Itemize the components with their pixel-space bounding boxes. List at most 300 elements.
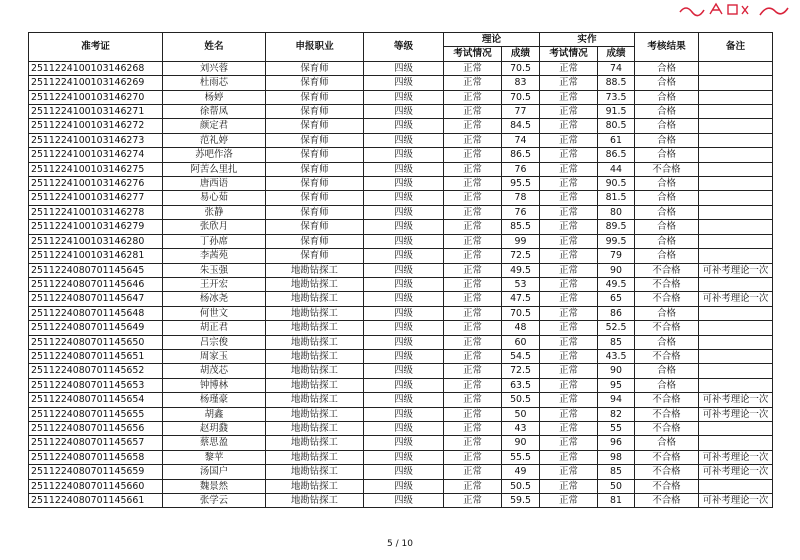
job-cell: 地勘钻探工 <box>266 421 364 435</box>
result-cell: 不合格 <box>635 292 699 306</box>
theory-status-cell: 正常 <box>444 205 502 219</box>
remark-cell <box>699 277 773 291</box>
result-cell: 合格 <box>635 191 699 205</box>
practice-score-cell: 86.5 <box>598 148 635 162</box>
result-cell: 合格 <box>635 205 699 219</box>
table-row <box>29 465 773 479</box>
result-cell: 合格 <box>635 76 699 90</box>
job-cell: 保育师 <box>266 191 364 205</box>
job-cell: 保育师 <box>266 162 364 176</box>
level-cell: 四级 <box>364 292 444 306</box>
table-row <box>29 119 773 133</box>
remark-cell <box>699 191 773 205</box>
job-cell: 地勘钻探工 <box>266 450 364 464</box>
result-cell: 合格 <box>635 335 699 349</box>
result-cell: 合格 <box>635 378 699 392</box>
level-cell: 四级 <box>364 76 444 90</box>
level-cell: 四级 <box>364 479 444 493</box>
level-cell: 四级 <box>364 407 444 421</box>
header-ticket: 准考证 <box>29 33 163 62</box>
remark-cell: 可补考理论一次 <box>699 494 773 508</box>
ticket-cell: 2511224080701145647 <box>29 292 163 306</box>
practice-status-cell: 正常 <box>540 263 598 277</box>
job-cell: 地勘钻探工 <box>266 479 364 493</box>
level-cell: 四级 <box>364 90 444 104</box>
level-cell: 四级 <box>364 191 444 205</box>
result-cell: 合格 <box>635 220 699 234</box>
theory-status-cell: 正常 <box>444 234 502 248</box>
remark-cell <box>699 479 773 493</box>
ticket-cell: 2511224100103146275 <box>29 162 163 176</box>
result-cell: 合格 <box>635 364 699 378</box>
practice-status-cell: 正常 <box>540 349 598 363</box>
remark-cell <box>699 335 773 349</box>
table-row <box>29 479 773 493</box>
practice-score-cell: 80.5 <box>598 119 635 133</box>
ticket-cell: 2511224100103146270 <box>29 90 163 104</box>
practice-status-cell: 正常 <box>540 119 598 133</box>
theory-score-cell: 50.5 <box>502 393 540 407</box>
practice-status-cell: 正常 <box>540 133 598 147</box>
job-cell: 保育师 <box>266 234 364 248</box>
theory-status-cell: 正常 <box>444 162 502 176</box>
job-cell: 地勘钻探工 <box>266 378 364 392</box>
table-row <box>29 220 773 234</box>
theory-status-cell: 正常 <box>444 191 502 205</box>
table-row <box>29 177 773 191</box>
theory-status-cell: 正常 <box>444 349 502 363</box>
remark-cell: 可补考理论一次 <box>699 393 773 407</box>
name-cell: 杨冰尧 <box>163 292 266 306</box>
name-cell: 杨婷 <box>163 90 266 104</box>
theory-score-cell: 72.5 <box>502 364 540 378</box>
name-cell: 王开宏 <box>163 277 266 291</box>
table-row <box>29 234 773 248</box>
ticket-cell: 2511224100103146278 <box>29 205 163 219</box>
name-cell: 唐西语 <box>163 177 266 191</box>
result-cell: 不合格 <box>635 479 699 493</box>
ticket-cell: 2511224080701145661 <box>29 494 163 508</box>
theory-score-cell: 50.5 <box>502 479 540 493</box>
ticket-cell: 2511224080701145654 <box>29 393 163 407</box>
theory-status-cell: 正常 <box>444 220 502 234</box>
remark-cell: 可补考理论一次 <box>699 407 773 421</box>
theory-status-cell: 正常 <box>444 61 502 75</box>
ticket-cell: 2511224100103146269 <box>29 76 163 90</box>
level-cell: 四级 <box>364 148 444 162</box>
theory-score-cell: 86.5 <box>502 148 540 162</box>
ticket-cell: 2511224080701145651 <box>29 349 163 363</box>
job-cell: 保育师 <box>266 177 364 191</box>
practice-score-cell: 49.5 <box>598 277 635 291</box>
job-cell: 保育师 <box>266 105 364 119</box>
result-cell: 合格 <box>635 249 699 263</box>
theory-status-cell: 正常 <box>444 450 502 464</box>
remark-cell <box>699 436 773 450</box>
theory-status-cell: 正常 <box>444 321 502 335</box>
job-cell: 保育师 <box>266 61 364 75</box>
table-row <box>29 263 773 277</box>
result-cell: 不合格 <box>635 450 699 464</box>
remark-cell: 可补考理论一次 <box>699 292 773 306</box>
level-cell: 四级 <box>364 177 444 191</box>
practice-status-cell: 正常 <box>540 191 598 205</box>
table-row <box>29 249 773 263</box>
practice-score-cell: 44 <box>598 162 635 176</box>
level-cell: 四级 <box>364 364 444 378</box>
theory-status-cell: 正常 <box>444 378 502 392</box>
theory-status-cell: 正常 <box>444 177 502 191</box>
result-cell: 不合格 <box>635 277 699 291</box>
theory-status-cell: 正常 <box>444 393 502 407</box>
job-cell: 保育师 <box>266 249 364 263</box>
header-practice-status: 考试情况 <box>540 47 598 61</box>
practice-score-cell: 43.5 <box>598 349 635 363</box>
job-cell: 地勘钻探工 <box>266 407 364 421</box>
table-row <box>29 349 773 363</box>
ticket-cell: 2511224100103146280 <box>29 234 163 248</box>
level-cell: 四级 <box>364 335 444 349</box>
practice-score-cell: 65 <box>598 292 635 306</box>
practice-status-cell: 正常 <box>540 364 598 378</box>
table-row <box>29 90 773 104</box>
table-row <box>29 205 773 219</box>
name-cell: 胡正君 <box>163 321 266 335</box>
result-cell: 不合格 <box>635 465 699 479</box>
practice-score-cell: 90 <box>598 364 635 378</box>
theory-score-cell: 70.5 <box>502 61 540 75</box>
result-cell: 合格 <box>635 177 699 191</box>
job-cell: 地勘钻探工 <box>266 465 364 479</box>
ticket-cell: 2511224080701145658 <box>29 450 163 464</box>
theory-score-cell: 70.5 <box>502 90 540 104</box>
practice-status-cell: 正常 <box>540 61 598 75</box>
ticket-cell: 2511224080701145646 <box>29 277 163 291</box>
name-cell: 胡鑫 <box>163 407 266 421</box>
red-stamp-mark <box>676 0 796 18</box>
name-cell: 赵玥鼗 <box>163 421 266 435</box>
job-cell: 保育师 <box>266 205 364 219</box>
practice-score-cell: 74 <box>598 61 635 75</box>
theory-score-cell: 59.5 <box>502 494 540 508</box>
practice-score-cell: 85 <box>598 335 635 349</box>
ticket-cell: 2511224080701145656 <box>29 421 163 435</box>
theory-score-cell: 74 <box>502 133 540 147</box>
job-cell: 地勘钻探工 <box>266 349 364 363</box>
name-cell: 钟博林 <box>163 378 266 392</box>
level-cell: 四级 <box>364 61 444 75</box>
table-row <box>29 105 773 119</box>
practice-score-cell: 96 <box>598 436 635 450</box>
table-row <box>29 436 773 450</box>
name-cell: 胡茂芯 <box>163 364 266 378</box>
level-cell: 四级 <box>364 494 444 508</box>
theory-status-cell: 正常 <box>444 306 502 320</box>
practice-score-cell: 88.5 <box>598 76 635 90</box>
name-cell: 杨瑾豪 <box>163 393 266 407</box>
practice-score-cell: 95 <box>598 378 635 392</box>
name-cell: 何世文 <box>163 306 266 320</box>
result-cell: 不合格 <box>635 494 699 508</box>
job-cell: 保育师 <box>266 90 364 104</box>
theory-score-cell: 54.5 <box>502 349 540 363</box>
table-body <box>29 61 773 508</box>
ticket-cell: 2511224080701145652 <box>29 364 163 378</box>
practice-status-cell: 正常 <box>540 205 598 219</box>
remark-cell <box>699 61 773 75</box>
practice-status-cell: 正常 <box>540 378 598 392</box>
header-remark: 备注 <box>699 33 773 62</box>
practice-status-cell: 正常 <box>540 234 598 248</box>
theory-status-cell: 正常 <box>444 465 502 479</box>
practice-score-cell: 98 <box>598 450 635 464</box>
theory-score-cell: 50 <box>502 407 540 421</box>
result-cell: 不合格 <box>635 263 699 277</box>
theory-status-cell: 正常 <box>444 133 502 147</box>
job-cell: 保育师 <box>266 148 364 162</box>
practice-status-cell: 正常 <box>540 90 598 104</box>
theory-score-cell: 78 <box>502 191 540 205</box>
theory-score-cell: 99 <box>502 234 540 248</box>
theory-score-cell: 53 <box>502 277 540 291</box>
name-cell: 汤国户 <box>163 465 266 479</box>
theory-score-cell: 90 <box>502 436 540 450</box>
remark-cell: 可补考理论一次 <box>699 263 773 277</box>
remark-cell <box>699 234 773 248</box>
job-cell: 地勘钻探工 <box>266 393 364 407</box>
name-cell: 周家玉 <box>163 349 266 363</box>
theory-score-cell: 60 <box>502 335 540 349</box>
level-cell: 四级 <box>364 277 444 291</box>
remark-cell <box>699 76 773 90</box>
level-cell: 四级 <box>364 450 444 464</box>
practice-status-cell: 正常 <box>540 321 598 335</box>
practice-score-cell: 81 <box>598 494 635 508</box>
ticket-cell: 2511224100103146279 <box>29 220 163 234</box>
result-cell: 合格 <box>635 234 699 248</box>
result-cell: 不合格 <box>635 421 699 435</box>
table-row <box>29 364 773 378</box>
table-row <box>29 191 773 205</box>
practice-status-cell: 正常 <box>540 494 598 508</box>
practice-status-cell: 正常 <box>540 292 598 306</box>
practice-score-cell: 94 <box>598 393 635 407</box>
ticket-cell: 2511224080701145657 <box>29 436 163 450</box>
practice-score-cell: 81.5 <box>598 191 635 205</box>
theory-status-cell: 正常 <box>444 105 502 119</box>
practice-status-cell: 正常 <box>540 220 598 234</box>
table-row <box>29 162 773 176</box>
ticket-cell: 2511224080701145660 <box>29 479 163 493</box>
level-cell: 四级 <box>364 263 444 277</box>
name-cell: 黎苹 <box>163 450 266 464</box>
level-cell: 四级 <box>364 436 444 450</box>
table-row <box>29 393 773 407</box>
practice-status-cell: 正常 <box>540 148 598 162</box>
theory-score-cell: 47.5 <box>502 292 540 306</box>
theory-status-cell: 正常 <box>444 249 502 263</box>
job-cell: 地勘钻探工 <box>266 436 364 450</box>
table-row <box>29 421 773 435</box>
practice-score-cell: 61 <box>598 133 635 147</box>
practice-score-cell: 80 <box>598 205 635 219</box>
ticket-cell: 2511224100103146281 <box>29 249 163 263</box>
practice-status-cell: 正常 <box>540 105 598 119</box>
table-row <box>29 321 773 335</box>
theory-score-cell: 43 <box>502 421 540 435</box>
practice-score-cell: 91.5 <box>598 105 635 119</box>
name-cell: 吕宗俊 <box>163 335 266 349</box>
job-cell: 地勘钻探工 <box>266 335 364 349</box>
practice-status-cell: 正常 <box>540 76 598 90</box>
page-number: 5 / 10 <box>387 539 413 549</box>
job-cell: 保育师 <box>266 76 364 90</box>
remark-cell <box>699 148 773 162</box>
name-cell: 易心茹 <box>163 191 266 205</box>
practice-status-cell: 正常 <box>540 450 598 464</box>
header-result: 考核结果 <box>635 33 699 62</box>
table-row <box>29 306 773 320</box>
result-cell: 不合格 <box>635 349 699 363</box>
practice-score-cell: 73.5 <box>598 90 635 104</box>
theory-score-cell: 49.5 <box>502 263 540 277</box>
practice-score-cell: 52.5 <box>598 321 635 335</box>
result-cell: 合格 <box>635 61 699 75</box>
level-cell: 四级 <box>364 133 444 147</box>
table-row <box>29 407 773 421</box>
remark-cell <box>699 177 773 191</box>
practice-status-cell: 正常 <box>540 249 598 263</box>
job-cell: 地勘钻探工 <box>266 306 364 320</box>
result-cell: 合格 <box>635 119 699 133</box>
practice-status-cell: 正常 <box>540 407 598 421</box>
job-cell: 保育师 <box>266 220 364 234</box>
result-cell: 不合格 <box>635 321 699 335</box>
theory-status-cell: 正常 <box>444 407 502 421</box>
practice-score-cell: 90.5 <box>598 177 635 191</box>
remark-cell: 可补考理论一次 <box>699 465 773 479</box>
practice-score-cell: 79 <box>598 249 635 263</box>
practice-status-cell: 正常 <box>540 421 598 435</box>
name-cell: 阿苦么里扎 <box>163 162 266 176</box>
table-row <box>29 133 773 147</box>
ticket-cell: 2511224080701145655 <box>29 407 163 421</box>
theory-score-cell: 49 <box>502 465 540 479</box>
result-cell: 合格 <box>635 148 699 162</box>
practice-status-cell: 正常 <box>540 479 598 493</box>
level-cell: 四级 <box>364 349 444 363</box>
theory-status-cell: 正常 <box>444 335 502 349</box>
theory-status-cell: 正常 <box>444 421 502 435</box>
name-cell: 杜雨芯 <box>163 76 266 90</box>
theory-status-cell: 正常 <box>444 277 502 291</box>
theory-status-cell: 正常 <box>444 148 502 162</box>
remark-cell <box>699 220 773 234</box>
practice-status-cell: 正常 <box>540 306 598 320</box>
job-cell: 地勘钻探工 <box>266 364 364 378</box>
theory-score-cell: 85.5 <box>502 220 540 234</box>
theory-score-cell: 83 <box>502 76 540 90</box>
level-cell: 四级 <box>364 421 444 435</box>
result-cell: 合格 <box>635 90 699 104</box>
job-cell: 保育师 <box>266 119 364 133</box>
practice-status-cell: 正常 <box>540 335 598 349</box>
job-cell: 地勘钻探工 <box>266 292 364 306</box>
practice-score-cell: 82 <box>598 407 635 421</box>
remark-cell <box>699 119 773 133</box>
name-cell: 刘兴蓉 <box>163 61 266 75</box>
practice-status-cell: 正常 <box>540 277 598 291</box>
ticket-cell: 2511224080701145650 <box>29 335 163 349</box>
exam-results-table <box>28 32 773 508</box>
theory-score-cell: 76 <box>502 162 540 176</box>
level-cell: 四级 <box>364 205 444 219</box>
level-cell: 四级 <box>364 234 444 248</box>
practice-score-cell: 50 <box>598 479 635 493</box>
ticket-cell: 2511224080701145659 <box>29 465 163 479</box>
job-cell: 地勘钻探工 <box>266 494 364 508</box>
theory-score-cell: 77 <box>502 105 540 119</box>
level-cell: 四级 <box>364 378 444 392</box>
practice-status-cell: 正常 <box>540 393 598 407</box>
result-cell: 合格 <box>635 105 699 119</box>
result-cell: 合格 <box>635 133 699 147</box>
theory-status-cell: 正常 <box>444 292 502 306</box>
ticket-cell: 2511224080701145653 <box>29 378 163 392</box>
header-theory: 理论 <box>444 33 540 47</box>
header-practice-score: 成绩 <box>598 47 635 61</box>
table-row <box>29 450 773 464</box>
table-row <box>29 378 773 392</box>
name-cell: 丁孙席 <box>163 234 266 248</box>
header-job: 申报职业 <box>266 33 364 62</box>
result-cell: 合格 <box>635 306 699 320</box>
theory-status-cell: 正常 <box>444 119 502 133</box>
ticket-cell: 2511224100103146268 <box>29 61 163 75</box>
level-cell: 四级 <box>364 393 444 407</box>
theory-score-cell: 72.5 <box>502 249 540 263</box>
header-name: 姓名 <box>163 33 266 62</box>
level-cell: 四级 <box>364 465 444 479</box>
name-cell: 张学云 <box>163 494 266 508</box>
ticket-cell: 2511224080701145649 <box>29 321 163 335</box>
name-cell: 苏吧作洛 <box>163 148 266 162</box>
remark-cell <box>699 205 773 219</box>
name-cell: 魏景然 <box>163 479 266 493</box>
practice-score-cell: 90 <box>598 263 635 277</box>
ticket-cell: 2511224100103146274 <box>29 148 163 162</box>
theory-score-cell: 55.5 <box>502 450 540 464</box>
practice-score-cell: 89.5 <box>598 220 635 234</box>
job-cell: 地勘钻探工 <box>266 321 364 335</box>
remark-cell <box>699 133 773 147</box>
header-theory-status: 考试情况 <box>444 47 502 61</box>
level-cell: 四级 <box>364 119 444 133</box>
remark-cell <box>699 364 773 378</box>
theory-score-cell: 76 <box>502 205 540 219</box>
level-cell: 四级 <box>364 162 444 176</box>
name-cell: 张静 <box>163 205 266 219</box>
level-cell: 四级 <box>364 321 444 335</box>
job-cell: 保育师 <box>266 133 364 147</box>
remark-cell <box>699 90 773 104</box>
theory-status-cell: 正常 <box>444 436 502 450</box>
name-cell: 张欣月 <box>163 220 266 234</box>
level-cell: 四级 <box>364 105 444 119</box>
theory-score-cell: 70.5 <box>502 306 540 320</box>
table-row <box>29 76 773 90</box>
table-row <box>29 335 773 349</box>
